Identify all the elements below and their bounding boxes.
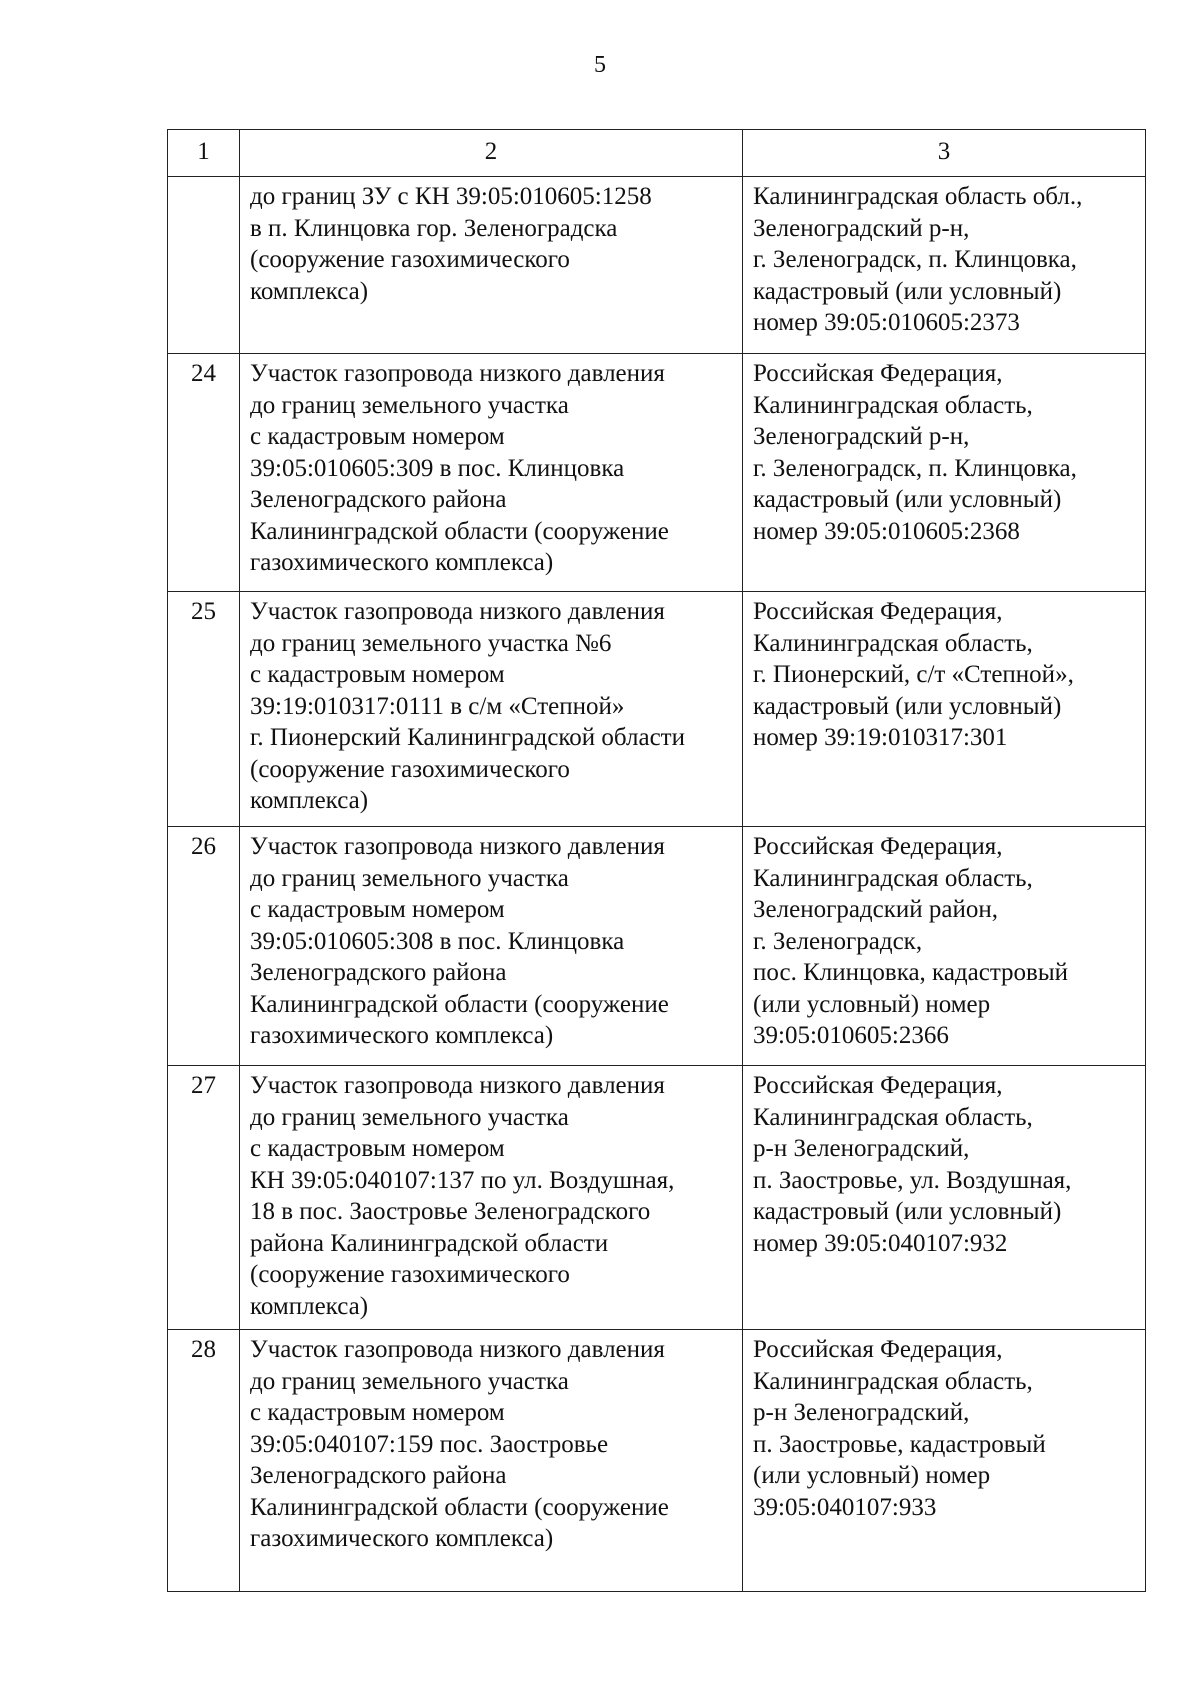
address-line: Российская Федерация, <box>753 360 1003 387</box>
object-description-line: с кадастровым номером <box>250 661 505 688</box>
address-line: Российская Федерация, <box>753 598 1003 625</box>
object-description-line: до границ земельного участка <box>250 864 569 892</box>
object-description-line: 39:05:010605:308 в пос. Клинцовка <box>250 927 625 955</box>
object-description-line: (сооружение газохимического <box>250 246 570 273</box>
address-line: (или условный) номер <box>753 1462 991 1489</box>
object-description-line: Калининградской области (сооружение <box>250 1493 669 1521</box>
address-cell <box>743 592 1146 827</box>
object-description-line: газохимического комплекса) <box>250 549 554 576</box>
object-description-line: (сооружение газохимического <box>250 1261 570 1288</box>
object-description-line: 18 в пос. Заостровье Зеленоградского <box>250 1198 651 1225</box>
address-line: г. Зеленоградск, п. Клинцовка, <box>753 246 1077 273</box>
address-line: Российская Федерация, <box>753 1336 1003 1363</box>
address-line: кадастровый (или условный) <box>753 277 1062 305</box>
object-description-line: до границ ЗУ с КН 39:05:010605:1258 <box>250 183 652 210</box>
object-description-line: с кадастровым номером <box>250 896 505 923</box>
object-description-line: Калининградской области (сооружение <box>250 990 669 1018</box>
address-line: Калининградская область, <box>753 391 1033 419</box>
object-description-line: комплекса) <box>250 787 369 814</box>
address-line: Калининградская область, <box>753 864 1033 892</box>
address-line: (или условный) номер <box>753 990 991 1018</box>
object-description-line: Зеленоградского района <box>250 486 507 513</box>
column-header-1: 1 <box>168 130 240 177</box>
object-description-line: Зеленоградского района <box>250 959 507 986</box>
object-description-line: до границ земельного участка <box>250 1367 569 1395</box>
address-line: г. Пионерский, с/т «Степной», <box>753 661 1074 688</box>
object-description-line: Калининградской области (сооружение <box>250 517 669 545</box>
address-cell <box>743 1066 1146 1330</box>
object-description-line: (сооружение газохимического <box>250 755 570 783</box>
object-description-line: Участок газопровода низкого давления <box>250 1336 665 1363</box>
row-number: 28 <box>168 1330 240 1592</box>
column-header-3: 3 <box>743 130 1146 177</box>
object-description-line: 39:19:010317:0111 в с/м «Степной» <box>250 692 625 720</box>
object-description-line: с кадастровым номером <box>250 423 505 450</box>
address-line: г. Зеленоградск, <box>753 927 923 955</box>
row-number: 24 <box>168 354 240 592</box>
address-line: кадастровый (или условный) <box>753 692 1062 720</box>
object-description-cell <box>240 177 743 354</box>
object-description-line: Участок газопровода низкого давления <box>250 833 665 860</box>
object-description-line: с кадастровым номером <box>250 1135 505 1162</box>
table-row <box>168 592 1146 827</box>
object-description-line: г. Пионерский Калининградской области <box>250 724 685 751</box>
address-line: номер 39:05:010605:2368 <box>753 517 1020 545</box>
object-description-cell <box>240 827 743 1066</box>
address-line: Калининградская область, <box>753 1103 1033 1131</box>
address-line: п. Заостровье, кадастровый <box>753 1430 1046 1458</box>
table-row <box>168 827 1146 1066</box>
object-description-line: до границ земельного участка <box>250 391 569 419</box>
object-description-line: в п. Клинцовка гор. Зеленоградска <box>250 214 618 242</box>
object-description-cell <box>240 592 743 827</box>
object-description-line: Участок газопровода низкого давления <box>250 1072 665 1099</box>
address-line: г. Зеленоградск, п. Клинцовка, <box>753 454 1077 482</box>
address-line: Зеленоградский р-н, <box>753 214 970 242</box>
address-line: Зеленоградский р-н, <box>753 423 970 450</box>
address-line: пос. Клинцовка, кадастровый <box>753 959 1069 986</box>
row-number: 25 <box>168 592 240 827</box>
address-line: Калининградская область, <box>753 1367 1033 1395</box>
object-description-line: с кадастровым номером <box>250 1399 505 1426</box>
object-description-cell <box>240 1066 743 1330</box>
address-line: Калининградская область обл., <box>753 183 1083 210</box>
address-line: Российская Федерация, <box>753 833 1003 860</box>
object-description-line: Зеленоградского района <box>250 1462 507 1489</box>
address-line: 39:05:010605:2366 <box>753 1022 949 1049</box>
object-description-line: комплекса) <box>250 277 369 305</box>
object-description-line: газохимического комплекса) <box>250 1525 554 1552</box>
address-cell <box>743 1330 1146 1592</box>
address-line: Российская Федерация, <box>753 1072 1003 1099</box>
address-line: р-н Зеленоградский, <box>753 1135 970 1162</box>
object-description-cell <box>240 354 743 592</box>
address-line: п. Заостровье, ул. Воздушная, <box>753 1166 1072 1194</box>
address-line: Калининградская область, <box>753 629 1033 657</box>
object-description-line: 39:05:040107:159 пос. Заостровье <box>250 1430 609 1458</box>
address-line: р-н Зеленоградский, <box>753 1399 970 1426</box>
address-line: кадастровый (или условный) <box>753 1198 1062 1225</box>
page-number: 5 <box>594 52 606 78</box>
object-description-line: Участок газопровода низкого давления <box>250 598 665 625</box>
row-number <box>168 177 240 354</box>
object-description-line: КН 39:05:040107:137 по ул. Воздушная, <box>250 1166 675 1194</box>
address-line: номер 39:19:010317:301 <box>753 724 1008 751</box>
registry-table <box>167 129 1146 1592</box>
object-description-line: района Калининградской области <box>250 1229 609 1257</box>
table-row <box>168 1330 1146 1592</box>
table-row <box>168 1066 1146 1330</box>
address-line: номер 39:05:040107:932 <box>753 1229 1008 1257</box>
object-description-line: 39:05:010605:309 в пос. Клинцовка <box>250 454 625 482</box>
address-cell <box>743 354 1146 592</box>
table-row <box>168 177 1146 354</box>
address-line: номер 39:05:010605:2373 <box>753 309 1020 336</box>
object-description-line: Участок газопровода низкого давления <box>250 360 665 387</box>
address-line: 39:05:040107:933 <box>753 1493 937 1521</box>
table-row <box>168 354 1146 592</box>
object-description-line: комплекса) <box>250 1292 369 1320</box>
column-header-2: 2 <box>240 130 743 177</box>
row-number: 26 <box>168 827 240 1066</box>
address-line: кадастровый (или условный) <box>753 486 1062 513</box>
row-number: 27 <box>168 1066 240 1330</box>
address-cell <box>743 827 1146 1066</box>
address-cell <box>743 177 1146 354</box>
object-description-line: до границ земельного участка №6 <box>250 629 612 657</box>
table-header-row <box>168 130 1146 177</box>
object-description-line: газохимического комплекса) <box>250 1022 554 1049</box>
address-line: Зеленоградский район, <box>753 896 998 923</box>
object-description-cell <box>240 1330 743 1592</box>
object-description-line: до границ земельного участка <box>250 1103 569 1131</box>
